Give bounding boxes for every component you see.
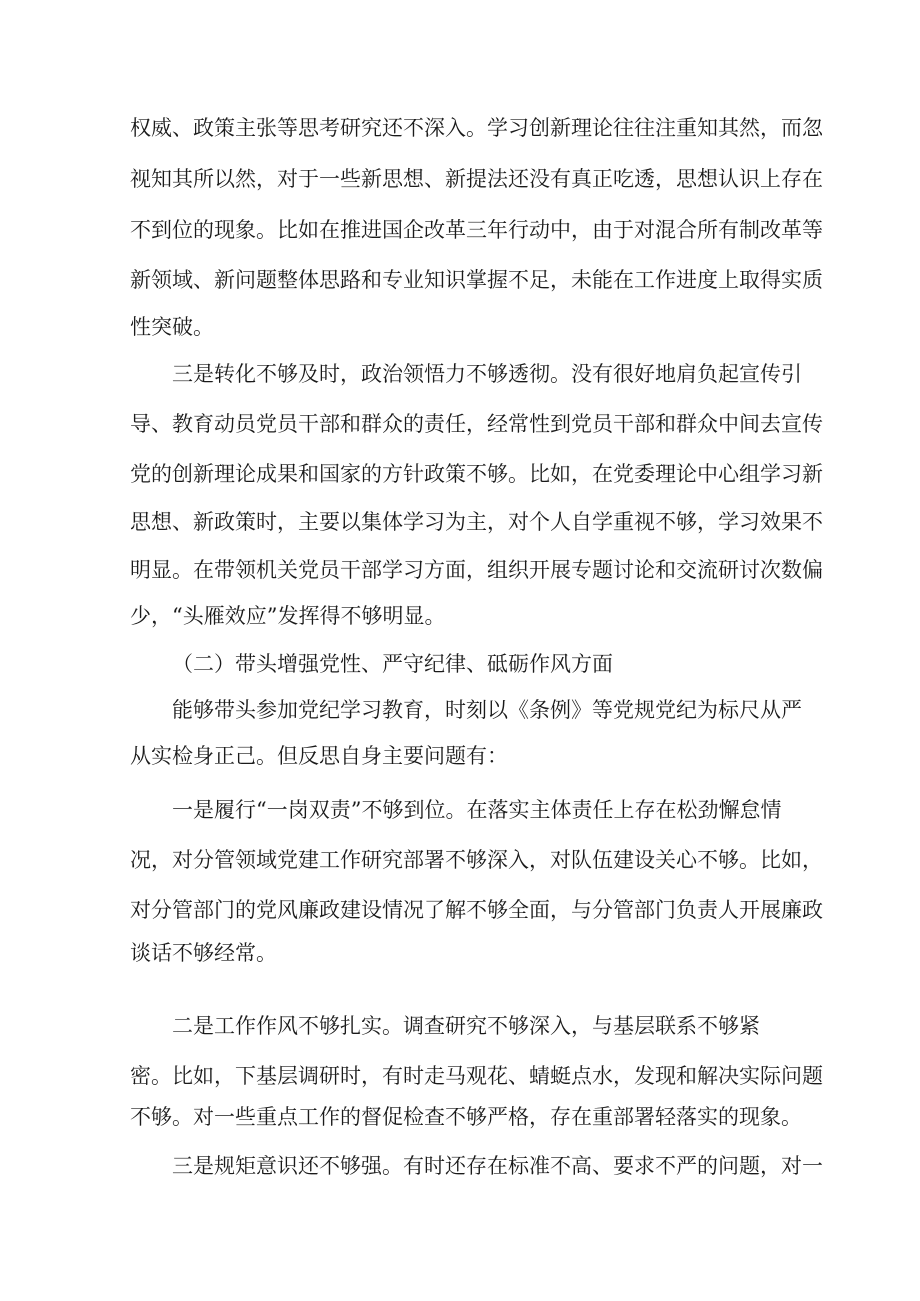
paragraph-start-line: 一是履行“一岗双责”不够到位。在落实主体责任上存在松劲懈怠情 [172, 798, 782, 822]
text-line: 少，“头雁效应”发挥得不够明显。 [130, 604, 446, 628]
text-line: 密。比如，下基层调研时，有时走马观花、蜻蜓点水，发现和解决实际问题 [130, 1064, 823, 1088]
paragraph-start-line: 三是转化不够及时，政治领悟力不够透彻。没有很好地肩负起宣传引 [172, 362, 802, 386]
text-line: 不够。对一些重点工作的督促检查不够严格，存在重部署轻落实的现象。 [130, 1105, 802, 1129]
text-line: 思想、新政策时，主要以集体学习为主，对个人自学重视不够，学习效果不 [130, 510, 823, 534]
paragraph-start-line: 三是规矩意识还不够强。有时还存在标准不高、要求不严的问题，对一 [172, 1154, 823, 1178]
text-line: 性突破。 [130, 315, 214, 339]
paragraph-start-line: 能够带头参加党纪学习教育，时刻以《条例》等党规党纪为标尺从严 [172, 698, 802, 722]
text-line: 明显。在带领机关党员干部学习方面，组织开展专题讨论和交流研讨次数偏 [130, 558, 823, 582]
text-line: 不到位的现象。比如在推进国企改革三年行动中，由于对混合所有制改革等 [130, 218, 823, 242]
text-line: 从实检身正己。但反思自身主要问题有： [130, 744, 508, 768]
text-line: 视知其所以然，对于一些新思想、新提法还没有真正吃透，思想认识上存在 [130, 167, 823, 191]
section-heading: （二）带头增强党性、严守纪律、砥砺作风方面 [172, 652, 613, 676]
text-line: 党的创新理论成果和国家的方针政策不够。比如，在党委理论中心组学习新 [130, 462, 823, 486]
text-line: 导、教育动员党员干部和群众的责任，经常性到党员干部和群众中间去宣传 [130, 412, 823, 436]
text-line: 新领域、新问题整体思路和专业知识掌握不足，未能在工作进度上取得实质 [130, 268, 823, 292]
paragraph-start-line: 二是工作作风不够扎实。调查研究不够深入，与基层联系不够紧 [172, 1014, 760, 1038]
text-line: 况，对分管领域党建工作研究部署不够深入，对队伍建设关心不够。比如， [130, 848, 823, 872]
text-line: 对分管部门的党风廉政建设情况了解不够全面，与分管部门负责人开展廉政 [130, 898, 823, 922]
text-line: 权威、政策主张等思考研究还不深入。学习创新理论往往注重知其然，而忽 [130, 116, 823, 140]
text-line: 谈话不够经常。 [130, 941, 277, 965]
